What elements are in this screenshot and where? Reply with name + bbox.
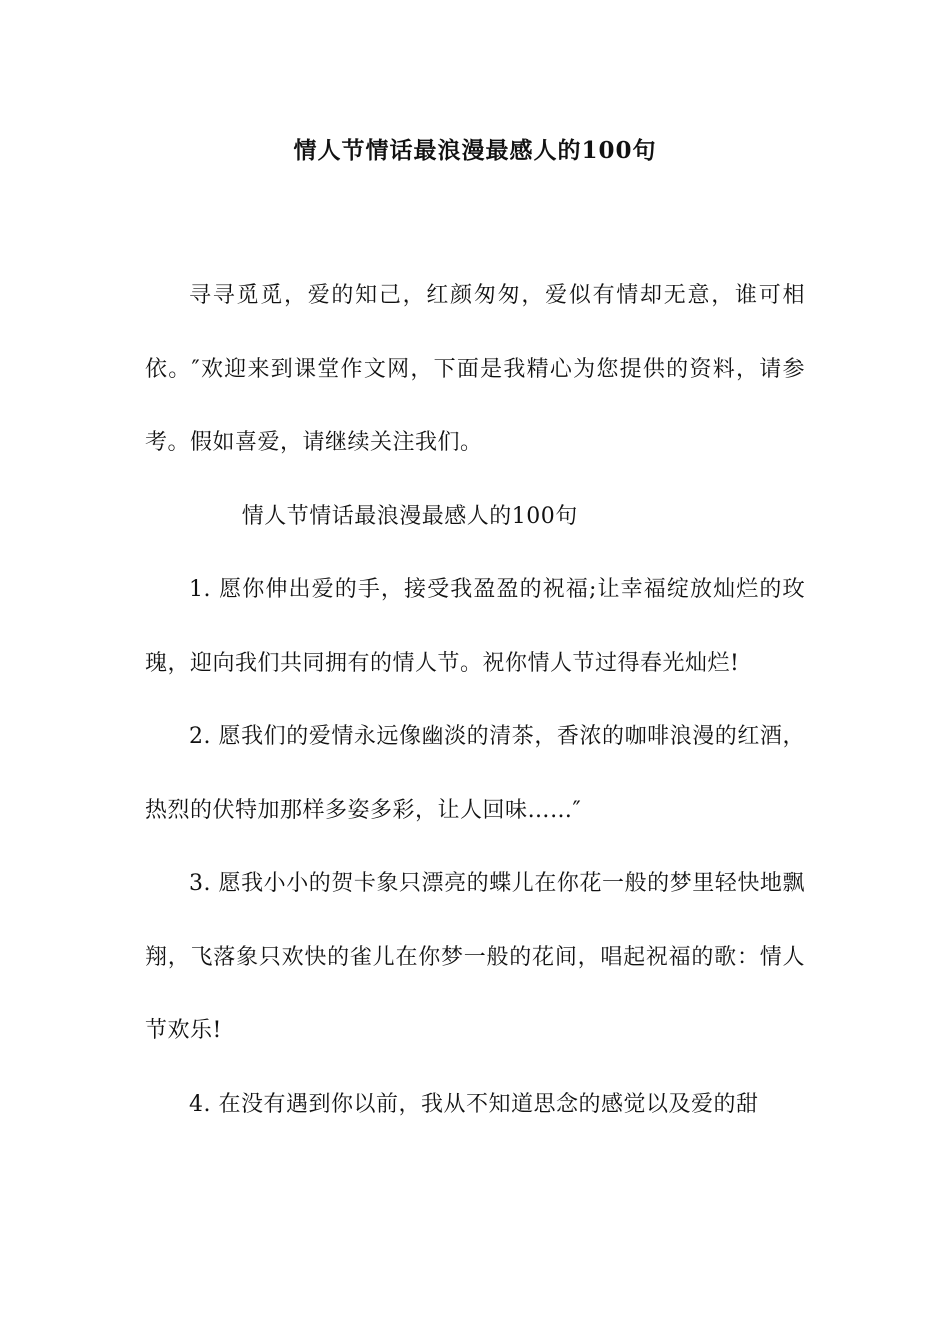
quote-item-1: 1. 愿你伸出爱的手，接受我盈盈的祝福;让幸福绽放灿烂的玫瑰，迎向我们共同拥有的情人节。祝你情人节过得春光灿烂! (145, 577, 805, 676)
quote-item-2: 2. 愿我们的爱情永远像幽淡的清茶，香浓的咖啡浪漫的红酒，热烈的伏特加那样多姿多彩，让人回味……″ (145, 724, 805, 823)
quote-item-4: 4. 在没有遇到你以前，我从不知道思念的感觉以及爱的甜 (189, 1091, 759, 1117)
quote-item-3: 3. 愿我小小的贺卡象只漂亮的蝶儿在你花一般的梦里轻快地飘翔，飞落象只欢快的雀儿在你梦一般的花间，唱起祝福的歌：情人节欢乐! (145, 871, 805, 1043)
section-subtitle: 情人节情话最浪漫最感人的100句 (241, 503, 578, 529)
document-body (145, 259, 805, 1141)
intro-paragraph: 寻寻觅觅，爱的知己，红颜匆匆，爱似有情却无意，谁可相依。″欢迎来到课堂作文网，下面是我精心为您提供的资料，请参考。假如喜爱，请继续关注我们。 (145, 283, 805, 455)
document-title: 情人节情话最浪漫最感人的100句 (293, 137, 657, 164)
